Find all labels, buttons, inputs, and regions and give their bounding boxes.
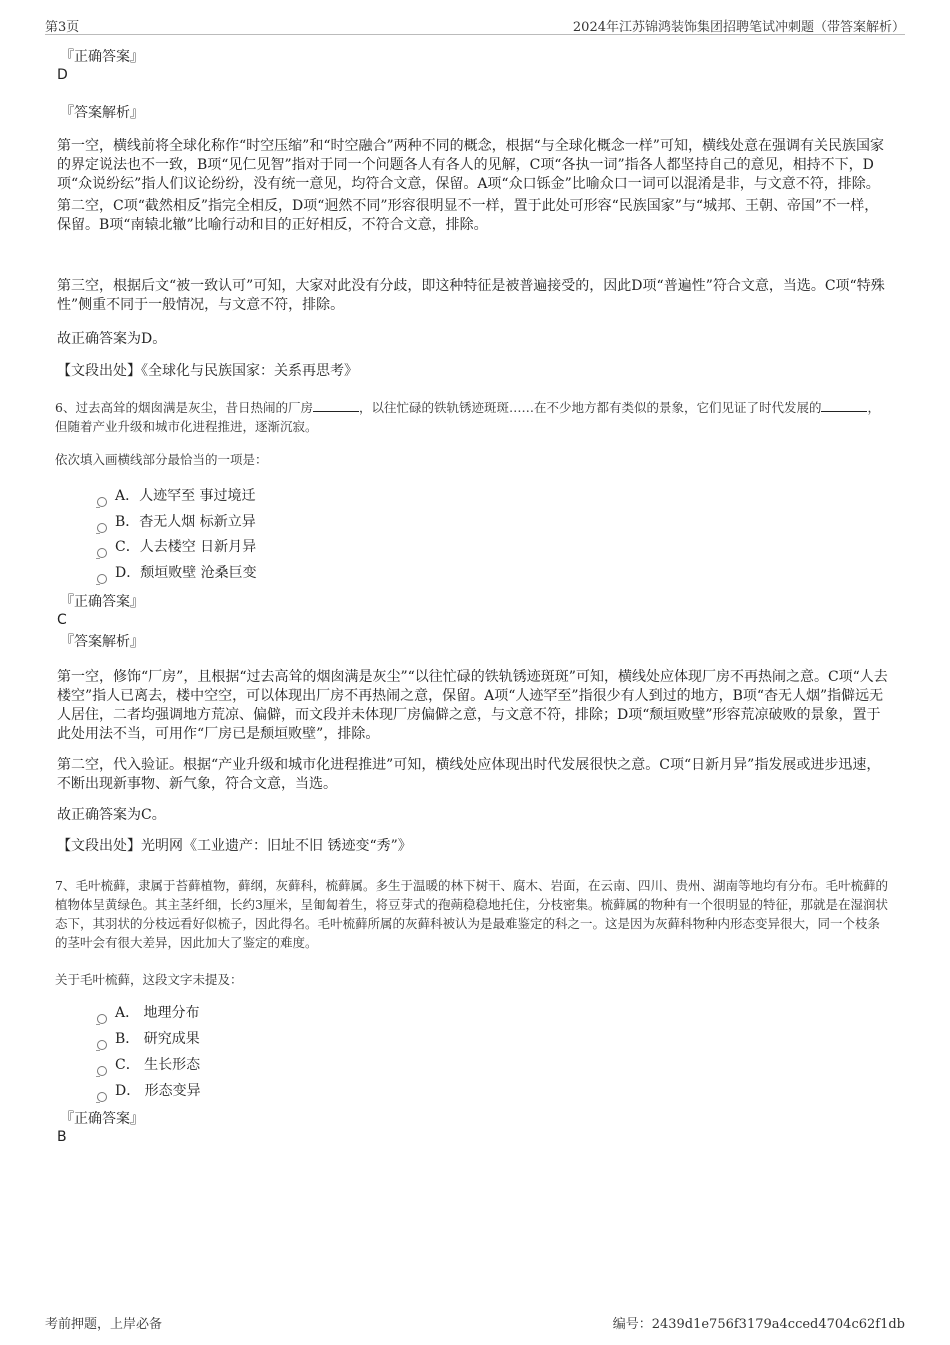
q6-source-text: 光明网《工业遗产：旧址不旧 锈迹变“秀”》 — [141, 838, 412, 854]
q7-option-a-label: A． 地理分布 — [115, 1005, 200, 1021]
q6-correct-value: C — [57, 612, 67, 628]
q5-analysis-para-2: 第二空，C项“截然相反”指完全相反，D项“迥然不同”形容很明显不一样，置于此处可形容“民族国家”与“城邦、王朝、帝国”不一样，保留。B项“南辕北辙”比喻行动和目的正好相反，不符合文意，排除。 — [57, 198, 879, 233]
q6-analysis-para-1: 第一空，修饰“厂房”，且根据“过去高耸的烟囱满是灰尘”“以往忙碌的铁轨锈迹斑斑”可知，横线处应体现厂房不再热闹之意。C项“人去楼空”指人已离去，楼中空空，可以体现出厂房不再热闹之意，保留。A项“人迹罕至”指很少有人到过的地方，B项“杳无人烟”指僻远无人居住，二者均强调地方荒凉、偏僻，而文段并未体现厂房偏僻之意，与文意不符，排除；D项“颓垣败壁”形容荒凉破败的景象，置于此处用法不当，可用作“厂房已是颓垣败壁”，排除。 — [57, 669, 888, 742]
q6-analysis-label: 『答案解析』 — [60, 634, 144, 650]
radio-icon[interactable] — [97, 1066, 107, 1076]
q7-correct-label: 『正确答案』 — [60, 1111, 144, 1127]
q7-option-a[interactable] — [97, 1004, 200, 1022]
q6-prompt: 依次填入画横线部分最恰当的一项是： — [55, 452, 268, 467]
page-header — [45, 14, 905, 35]
q6-option-d-label: D．颓垣败壁 沧桑巨变 — [115, 565, 257, 581]
q6-blank-1 — [313, 411, 359, 412]
q6-conclusion: 故正确答案为C。 — [57, 807, 166, 823]
q6-stem-part-3: ，但随着产业升级和城市化进程推进，逐渐沉寂。 — [55, 400, 880, 434]
footer-slogan: 考前押题，上岸必备 — [45, 1317, 163, 1332]
q6-option-a[interactable] — [97, 487, 256, 505]
q6-option-c[interactable] — [97, 538, 256, 556]
q6-blank-2 — [821, 411, 867, 412]
q7-correct-value: B — [57, 1129, 67, 1145]
q6-option-a-label: A．人迹罕至 事过境迁 — [115, 488, 256, 504]
q6-source — [57, 837, 892, 856]
q6-stem-part-1: 6、过去高耸的烟囱满是灰尘，昔日热闹的厂房 — [55, 400, 313, 415]
radio-icon[interactable] — [97, 548, 107, 558]
q7-stem: 7、毛叶梳藓，隶属于苔藓植物，藓纲，灰藓科，梳藓属。多生于温暖的林下树干、腐木、岩面，在云南、四川、贵州、湖南等地均有分布。毛叶梳藓的植物体呈黄绿色。其主茎纤细，长约3厘米，呈匍匐着生，将豆芽式的孢蒴稳稳地托住，分枝密集。梳藓属的物种有一个很明显的特征，那就是在湿润状态下，其羽状的分枝远看好似梳子，因此得名。毛叶梳藓所属的灰藓科被认为是最难鉴定的科之一。这是因为灰藓科物种内形态变异很大，同一个枝条的茎叶会有很大差异，因此加大了鉴定的难度。 — [55, 878, 888, 950]
radio-icon[interactable] — [97, 1040, 107, 1050]
document-title: 2024年江苏锦鸿装饰集团招聘笔试冲刺题（带答案解析） — [572, 20, 905, 35]
q6-option-d[interactable] — [97, 564, 257, 582]
radio-icon[interactable] — [97, 497, 107, 507]
q7-option-c-label: C． 生长形态 — [115, 1057, 201, 1073]
q7-option-b-label: B． 研究成果 — [115, 1031, 200, 1047]
q6-stem-part-2: ，以往忙碌的铁轨锈迹斑斑……在不少地方都有类似的景象，它们见证了时代发展的 — [358, 400, 822, 415]
q7-option-b[interactable] — [97, 1030, 200, 1048]
q5-analysis-para-3: 第三空，根据后文“被一致认可”可知，大家对此没有分歧，即这种特征是被普遍接受的，因此D项“普遍性”符合文意，当选。C项“特殊性”侧重不同于一般情况，与文意不符，排除。 — [57, 278, 885, 313]
q7-prompt: 关于毛叶梳藓，这段文字未提及： — [55, 972, 243, 987]
radio-icon[interactable] — [97, 1092, 107, 1102]
q5-correct-value: D — [57, 67, 68, 83]
page-number: 第3页 — [45, 20, 80, 35]
q5-conclusion: 故正确答案为D。 — [57, 331, 167, 347]
radio-icon[interactable] — [97, 1014, 107, 1024]
q6-stem — [55, 398, 890, 436]
radio-icon[interactable] — [97, 574, 107, 584]
q5-correct-label: 『正确答案』 — [60, 49, 144, 65]
footer-serial: 编号：2439d1e756f3179a4cced4704c62f1db — [612, 1317, 905, 1332]
q5-analysis-para-1: 第一空，横线前将全球化称作“时空压缩”和“时空融合”两种不同的概念，根据“与全球化概念一样”可知，横线处意在强调有关民族国家的界定说法也不一致，B项“见仁见智”指对于同一个问题各人有各人的见解，C项“各执一词”指各人都坚持自己的意见，相持不下，D项“众说纷纭”指人们议论纷纷，没有统一意见，均符合文意，保留。A项“众口铄金”比喻众口一词可以混淆是非，与文意不符，排除。 — [57, 138, 884, 192]
q6-correct-label: 『正确答案』 — [60, 594, 144, 610]
q7-option-d-label: D． 形态变异 — [115, 1083, 201, 1099]
q6-option-b-label: B．杳无人烟 标新立异 — [115, 514, 256, 530]
radio-icon[interactable] — [97, 523, 107, 533]
q5-analysis-label: 『答案解析』 — [60, 105, 144, 121]
q7-option-c[interactable] — [97, 1056, 200, 1074]
q5-source-label: 【文段出处】 — [57, 363, 141, 379]
q6-option-b[interactable] — [97, 513, 256, 531]
q6-source-label: 【文段出处】 — [57, 838, 141, 854]
q7-option-d[interactable] — [97, 1082, 201, 1100]
q6-option-c-label: C．人去楼空 日新月异 — [115, 539, 257, 555]
q5-source-text: 《全球化与民族国家：关系再思考》 — [141, 363, 358, 379]
q6-analysis-para-2: 第二空，代入验证。根据“产业升级和城市化进程推进”可知，横线处应体现出时代发展很快之意。C项“日新月异”指发展或进步迅速，不断出现新事物、新气象，符合文意，当选。 — [57, 757, 881, 792]
q5-source — [57, 362, 892, 381]
